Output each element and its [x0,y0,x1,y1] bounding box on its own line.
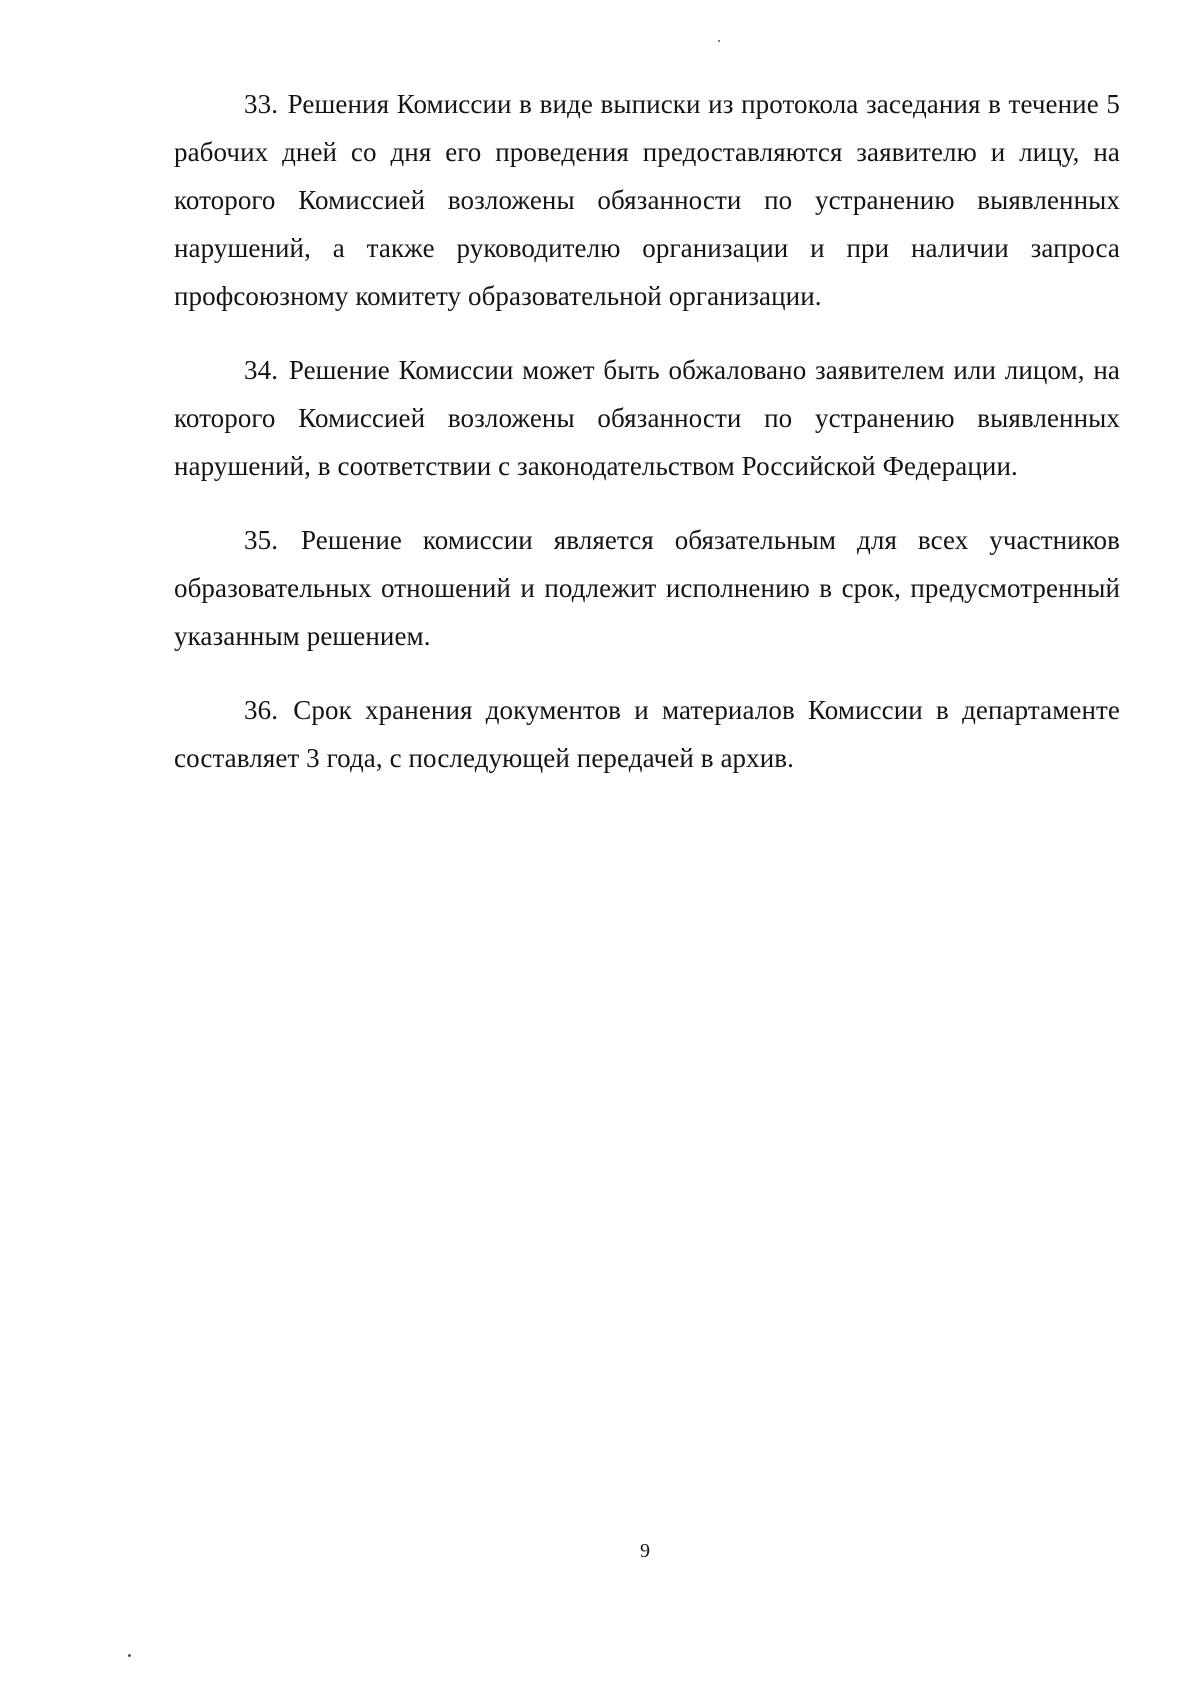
scan-speck [128,1654,131,1657]
paragraph-text: Срок хранения документов и материалов Комиссии в департаменте составляет 3 года, с последующей передачей в архив. [174,695,1120,773]
scan-speck [718,40,720,42]
document-body [174,80,1120,808]
paragraph-33 [174,80,1120,320]
paragraph-35 [174,516,1120,660]
paragraph-number: 35. [244,525,279,555]
paragraph-34 [174,346,1120,490]
page-number: 9 [640,1540,650,1562]
paragraph-text: Решение Комиссии может быть обжаловано заявителем или лицом, на которого Комиссией возложены обязанности по устранению выявленных нарушений, в соответствии с законодательством Российской Федерации. [174,355,1120,481]
paragraph-36 [174,686,1120,782]
paragraph-number: 33. [244,89,279,119]
paragraph-number: 36. [244,695,279,725]
paragraph-text: Решения Комиссии в виде выписки из протокола заседания в течение 5 рабочих дней со дня его проведения предоставляются заявителю и лицу, на которого Комиссией возложены обязанности по устранению выявленных нарушений, а также руководителю организации и при наличии запроса профсоюзному комитету образовательной организации. [174,89,1120,311]
paragraph-text: Решение комиссии является обязательным для всех участников образовательных отношений и подлежит исполнению в срок, предусмотренный указанным решением. [174,525,1120,651]
paragraph-number: 34. [244,355,279,385]
